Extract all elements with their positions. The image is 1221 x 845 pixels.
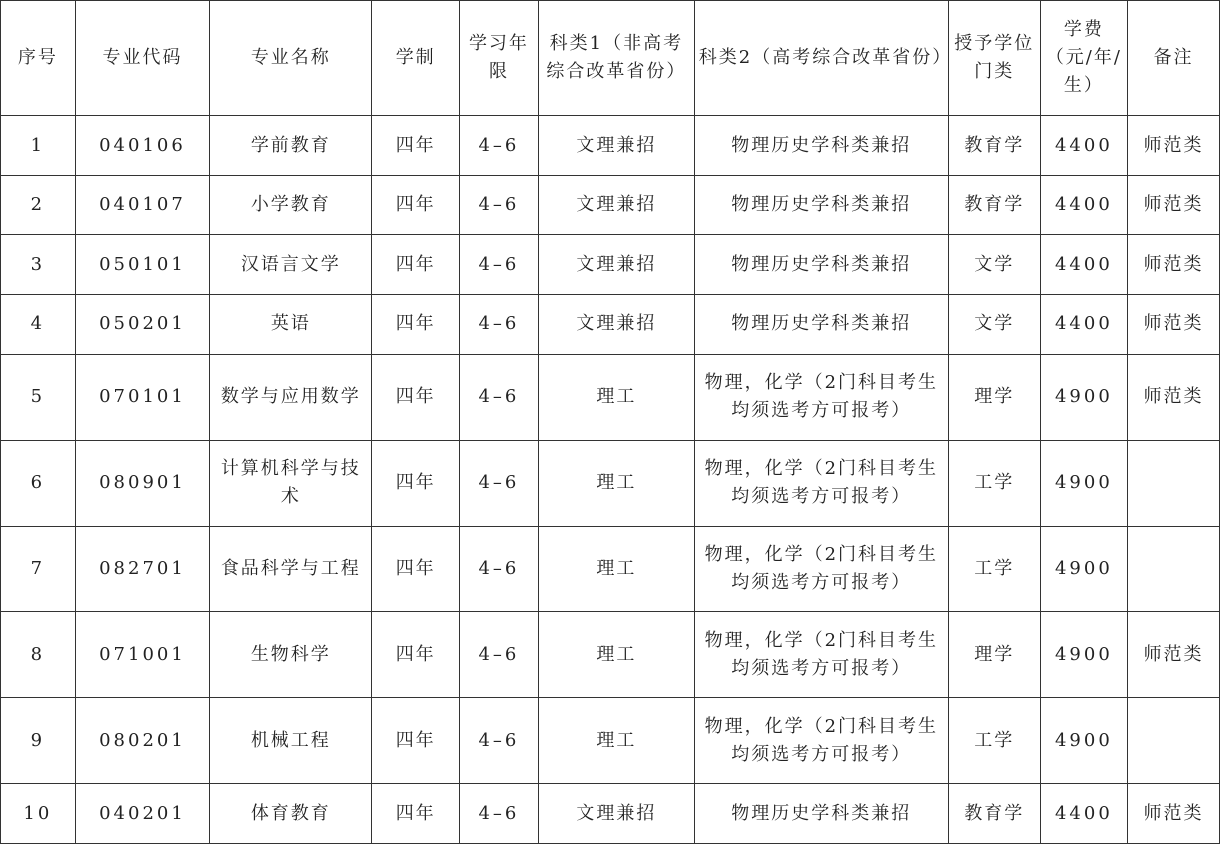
- cell-category1: 文理兼招: [538, 116, 694, 176]
- cell-name: 小学教育: [210, 175, 372, 235]
- cell-system: 四年: [372, 440, 460, 526]
- cell-degree: 文学: [948, 295, 1040, 355]
- cell-category2: 物理历史学科类兼招: [694, 175, 948, 235]
- cell-system: 四年: [372, 354, 460, 440]
- cell-tuition: 4900: [1040, 354, 1128, 440]
- cell-note: [1128, 698, 1220, 784]
- table-row: [1, 526, 1220, 612]
- cell-degree: 文学: [948, 235, 1040, 295]
- cell-seq: 3: [1, 235, 76, 295]
- cell-name: 机械工程: [210, 698, 372, 784]
- cell-tuition: 4400: [1040, 175, 1128, 235]
- header-seq: 序号: [1, 1, 76, 116]
- cell-name: 食品科学与工程: [210, 526, 372, 612]
- cell-name: 计算机科学与技术: [210, 440, 372, 526]
- header-category2: 科类2（高考综合改革省份）: [694, 1, 948, 116]
- cell-system: 四年: [372, 175, 460, 235]
- header-name: 专业名称: [210, 1, 372, 116]
- cell-note: 师范类: [1128, 354, 1220, 440]
- cell-degree: 理学: [948, 354, 1040, 440]
- cell-system: 四年: [372, 698, 460, 784]
- cell-seq: 6: [1, 440, 76, 526]
- cell-code: 070101: [75, 354, 209, 440]
- cell-category2: 物理历史学科类兼招: [694, 235, 948, 295]
- table-row: [1, 295, 1220, 355]
- cell-years: 4–6: [459, 354, 538, 440]
- cell-category1: 文理兼招: [538, 784, 694, 844]
- cell-degree: 教育学: [948, 175, 1040, 235]
- cell-category2: 物理，化学（2门科目考生均须选考方可报考）: [694, 526, 948, 612]
- cell-category1: 文理兼招: [538, 235, 694, 295]
- cell-note: [1128, 440, 1220, 526]
- cell-tuition: 4400: [1040, 235, 1128, 295]
- cell-category1: 理工: [538, 440, 694, 526]
- cell-category1: 理工: [538, 612, 694, 698]
- cell-degree: 教育学: [948, 116, 1040, 176]
- header-degree: 授予学位门类: [948, 1, 1040, 116]
- cell-code: 050101: [75, 235, 209, 295]
- cell-seq: 1: [1, 116, 76, 176]
- cell-tuition: 4400: [1040, 784, 1128, 844]
- cell-tuition: 4900: [1040, 612, 1128, 698]
- table-row: [1, 175, 1220, 235]
- table-row: [1, 612, 1220, 698]
- cell-name: 汉语言文学: [210, 235, 372, 295]
- cell-degree: 教育学: [948, 784, 1040, 844]
- table-row: [1, 235, 1220, 295]
- cell-category2: 物理，化学（2门科目考生均须选考方可报考）: [694, 354, 948, 440]
- cell-note: [1128, 526, 1220, 612]
- cell-code: 071001: [75, 612, 209, 698]
- cell-code: 050201: [75, 295, 209, 355]
- cell-category1: 理工: [538, 354, 694, 440]
- cell-category1: 理工: [538, 526, 694, 612]
- cell-seq: 4: [1, 295, 76, 355]
- cell-seq: 10: [1, 784, 76, 844]
- cell-years: 4–6: [459, 440, 538, 526]
- cell-code: 082701: [75, 526, 209, 612]
- header-note: 备注: [1128, 1, 1220, 116]
- cell-years: 4–6: [459, 526, 538, 612]
- cell-tuition: 4900: [1040, 440, 1128, 526]
- header-row: [1, 1, 1220, 116]
- cell-system: 四年: [372, 116, 460, 176]
- cell-seq: 5: [1, 354, 76, 440]
- header-years: 学习年限: [459, 1, 538, 116]
- header-system: 学制: [372, 1, 460, 116]
- cell-note: 师范类: [1128, 116, 1220, 176]
- cell-degree: 工学: [948, 698, 1040, 784]
- cell-tuition: 4900: [1040, 526, 1128, 612]
- cell-category2: 物理历史学科类兼招: [694, 295, 948, 355]
- cell-system: 四年: [372, 235, 460, 295]
- cell-seq: 9: [1, 698, 76, 784]
- cell-name: 英语: [210, 295, 372, 355]
- cell-name: 数学与应用数学: [210, 354, 372, 440]
- cell-category2: 物理历史学科类兼招: [694, 116, 948, 176]
- cell-name: 生物科学: [210, 612, 372, 698]
- header-category1: 科类1（非高考综合改革省份）: [538, 1, 694, 116]
- cell-years: 4–6: [459, 698, 538, 784]
- table-row: [1, 354, 1220, 440]
- header-code: 专业代码: [75, 1, 209, 116]
- cell-category2: 物理历史学科类兼招: [694, 784, 948, 844]
- cell-note: 师范类: [1128, 612, 1220, 698]
- cell-category2: 物理，化学（2门科目考生均须选考方可报考）: [694, 698, 948, 784]
- cell-category2: 物理，化学（2门科目考生均须选考方可报考）: [694, 612, 948, 698]
- cell-degree: 工学: [948, 526, 1040, 612]
- cell-years: 4–6: [459, 784, 538, 844]
- cell-tuition: 4400: [1040, 295, 1128, 355]
- table-row: [1, 784, 1220, 844]
- cell-seq: 7: [1, 526, 76, 612]
- cell-seq: 2: [1, 175, 76, 235]
- cell-system: 四年: [372, 295, 460, 355]
- table-row: [1, 440, 1220, 526]
- cell-code: 080901: [75, 440, 209, 526]
- cell-category1: 理工: [538, 698, 694, 784]
- cell-code: 040106: [75, 116, 209, 176]
- cell-name: 学前教育: [210, 116, 372, 176]
- cell-system: 四年: [372, 612, 460, 698]
- cell-seq: 8: [1, 612, 76, 698]
- cell-note: 师范类: [1128, 295, 1220, 355]
- cell-name: 体育教育: [210, 784, 372, 844]
- cell-note: 师范类: [1128, 784, 1220, 844]
- cell-category2: 物理，化学（2门科目考生均须选考方可报考）: [694, 440, 948, 526]
- cell-degree: 工学: [948, 440, 1040, 526]
- cell-tuition: 4900: [1040, 698, 1128, 784]
- cell-code: 040107: [75, 175, 209, 235]
- cell-note: 师范类: [1128, 175, 1220, 235]
- cell-category1: 文理兼招: [538, 295, 694, 355]
- cell-years: 4–6: [459, 295, 538, 355]
- cell-category1: 文理兼招: [538, 175, 694, 235]
- cell-years: 4–6: [459, 612, 538, 698]
- cell-code: 080201: [75, 698, 209, 784]
- cell-system: 四年: [372, 784, 460, 844]
- cell-code: 040201: [75, 784, 209, 844]
- cell-years: 4–6: [459, 235, 538, 295]
- table-row: [1, 698, 1220, 784]
- cell-years: 4–6: [459, 175, 538, 235]
- cell-note: 师范类: [1128, 235, 1220, 295]
- table-row: [1, 116, 1220, 176]
- header-tuition: 学费（元/年/生）: [1040, 1, 1128, 116]
- cell-system: 四年: [372, 526, 460, 612]
- cell-tuition: 4400: [1040, 116, 1128, 176]
- cell-degree: 理学: [948, 612, 1040, 698]
- cell-years: 4–6: [459, 116, 538, 176]
